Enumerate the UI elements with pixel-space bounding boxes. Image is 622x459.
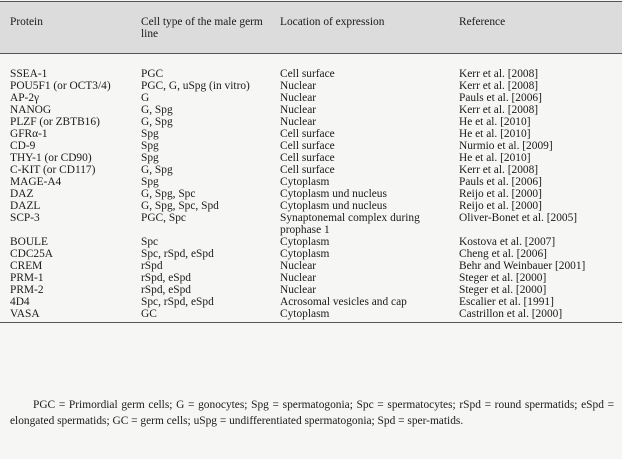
table-row	[0, 152, 622, 164]
table-row	[0, 80, 622, 92]
cell-cell-type: Spg	[141, 128, 159, 140]
cell-cell-type: PGC	[141, 68, 164, 80]
table-row	[0, 164, 622, 176]
cell-reference: Kerr et al. [2008]	[459, 80, 539, 92]
cell-cell-type: Spc	[141, 236, 159, 248]
cell-cell-type: Spg	[141, 140, 159, 152]
cell-protein: PRM-1	[10, 272, 44, 284]
table-row	[0, 284, 622, 296]
table-row	[0, 128, 622, 140]
cell-location: Cell surface	[280, 140, 335, 152]
table-row	[0, 140, 622, 152]
cell-protein: VASA	[0, 308, 141, 323]
cell-protein: GFRα-1	[10, 128, 48, 140]
cell-location: Cytoplasm	[280, 236, 330, 248]
cell-cell-type: rSpd, eSpd	[141, 284, 191, 296]
cell-cell-type: Spc, rSpd, eSpd	[141, 248, 214, 260]
cell-cell-type: G, Spg	[141, 116, 173, 128]
header-location: Location of expression	[280, 2, 459, 54]
table-row	[0, 188, 622, 200]
table-row	[0, 92, 622, 104]
table-row	[0, 248, 622, 260]
cell-reference: He et al. [2010]	[459, 152, 531, 164]
table-row	[0, 104, 622, 116]
cell-reference: Pauls et al. [2006]	[459, 92, 542, 104]
cell-location: Nuclear	[280, 272, 317, 284]
cell-protein: NANOG	[10, 104, 52, 116]
cell-reference: Escalier et al. [1991]	[459, 296, 554, 308]
cell-cell-type: PGC, Spc	[141, 212, 186, 224]
cell-cell-type: G, Spg, Spc	[141, 188, 196, 200]
cell-location: Nuclear	[280, 80, 317, 92]
cell-protein: POU5F1 (or OCT3/4)	[10, 80, 111, 92]
cell-protein: DAZL	[10, 200, 41, 212]
cell-cell-type: PGC, G, uSpg (in vitro)	[141, 80, 250, 92]
cell-location: Synaptonemal complex during prophase 1	[280, 212, 420, 236]
cell-protein: 4D4	[10, 296, 30, 308]
cell-location: Cell surface	[280, 128, 335, 140]
cell-location: Cytoplasm	[280, 308, 459, 323]
cell-reference: Reijo et al. [2000]	[459, 200, 542, 212]
table-spacer-row	[0, 54, 622, 69]
cell-reference: Pauls et al. [2006]	[459, 176, 542, 188]
table-row	[0, 236, 622, 248]
table-row	[0, 200, 622, 212]
cell-cell-type: G	[141, 92, 150, 104]
cell-reference: Nurmio et al. [2009]	[459, 140, 553, 152]
cell-reference: He et al. [2010]	[459, 116, 531, 128]
cell-location: Cytoplasm und nucleus	[280, 200, 387, 212]
cell-reference: Kostova et al. [2007]	[459, 236, 556, 248]
cell-protein: CDC25A	[10, 248, 54, 260]
table-row	[0, 308, 622, 323]
cell-protein: SCP-3	[10, 212, 40, 224]
cell-location: Cell surface	[280, 152, 335, 164]
cell-reference: Oliver-Bonet et al. [2005]	[459, 212, 578, 224]
cell-cell-type: Spg	[141, 152, 159, 164]
cell-protein: BOULE	[10, 236, 48, 248]
cell-cell-type: GC	[141, 308, 280, 323]
cell-cell-type: rSpd, eSpd	[141, 272, 191, 284]
cell-location: Nuclear	[280, 284, 317, 296]
table-row	[0, 68, 622, 80]
table-row	[0, 296, 622, 308]
cell-protein: CREM	[10, 260, 43, 272]
cell-reference: Steger et al. [2000]	[459, 272, 547, 284]
table-row	[0, 272, 622, 284]
cell-protein: THY-1 (or CD90)	[10, 152, 92, 164]
cell-reference: Kerr et al. [2008]	[459, 104, 539, 116]
cell-location: Cytoplasm	[280, 248, 330, 260]
cell-reference: Cheng et al. [2006]	[459, 248, 547, 260]
header-cell-type: Cell type of the male germ line	[141, 2, 280, 54]
cell-reference: He et al. [2010]	[459, 128, 531, 140]
cell-protein: C-KIT (or CD117)	[10, 164, 96, 176]
table-row	[0, 116, 622, 128]
cell-protein: MAGE-A4	[10, 176, 62, 188]
protein-expression-table	[0, 1, 622, 323]
table-footnote: PGC = Primordial germ cells; G = gonocytes; Spg = spermatogonia; Spc = spermatocytes; rSpd = round spermatids; eSpd = elongated spermatids; GC = germ cells; uSpg = undifferentiated spermatogonia; Spd = sper-matids.	[10, 399, 614, 427]
cell-cell-type: G, Spg, Spc, Spd	[141, 200, 219, 212]
cell-protein: SSEA-1	[10, 68, 48, 80]
table-header-row	[0, 2, 622, 54]
cell-location: Nuclear	[280, 116, 317, 128]
cell-cell-type: rSpd	[141, 260, 163, 272]
cell-protein: AP-2γ	[10, 92, 40, 104]
cell-location: Cell surface	[280, 68, 335, 80]
cell-location: Cytoplasm und nucleus	[280, 188, 387, 200]
cell-location: Cell surface	[280, 164, 335, 176]
table-row	[0, 176, 622, 188]
cell-reference: Castrillon et al. [2000]	[459, 308, 622, 323]
header-reference: Reference	[459, 2, 622, 54]
cell-protein: DAZ	[10, 188, 34, 200]
cell-protein: PLZF (or ZBTB16)	[10, 116, 100, 128]
cell-location: Cytoplasm	[280, 176, 330, 188]
cell-cell-type: Spg	[141, 176, 159, 188]
cell-location: Acrosomal vesicles and cap	[280, 296, 407, 308]
cell-cell-type: G, Spg	[141, 164, 173, 176]
cell-location: Nuclear	[280, 104, 317, 116]
cell-reference: Kerr et al. [2008]	[459, 164, 539, 176]
cell-cell-type: Spc, rSpd, eSpd	[141, 296, 214, 308]
header-protein: Protein	[0, 2, 141, 54]
table-row	[0, 212, 622, 236]
cell-protein: CD-9	[10, 140, 36, 152]
cell-protein: PRM-2	[10, 284, 44, 296]
cell-cell-type: G, Spg	[141, 104, 173, 116]
table-row	[0, 260, 622, 272]
cell-reference: Behr and Weinbauer [2001]	[459, 260, 586, 272]
cell-reference: Reijo et al. [2000]	[459, 188, 542, 200]
table-body	[0, 54, 622, 323]
cell-reference: Steger et al. [2000]	[459, 284, 547, 296]
cell-reference: Kerr et al. [2008]	[459, 68, 539, 80]
cell-location: Nuclear	[280, 92, 317, 104]
cell-location: Nuclear	[280, 260, 317, 272]
